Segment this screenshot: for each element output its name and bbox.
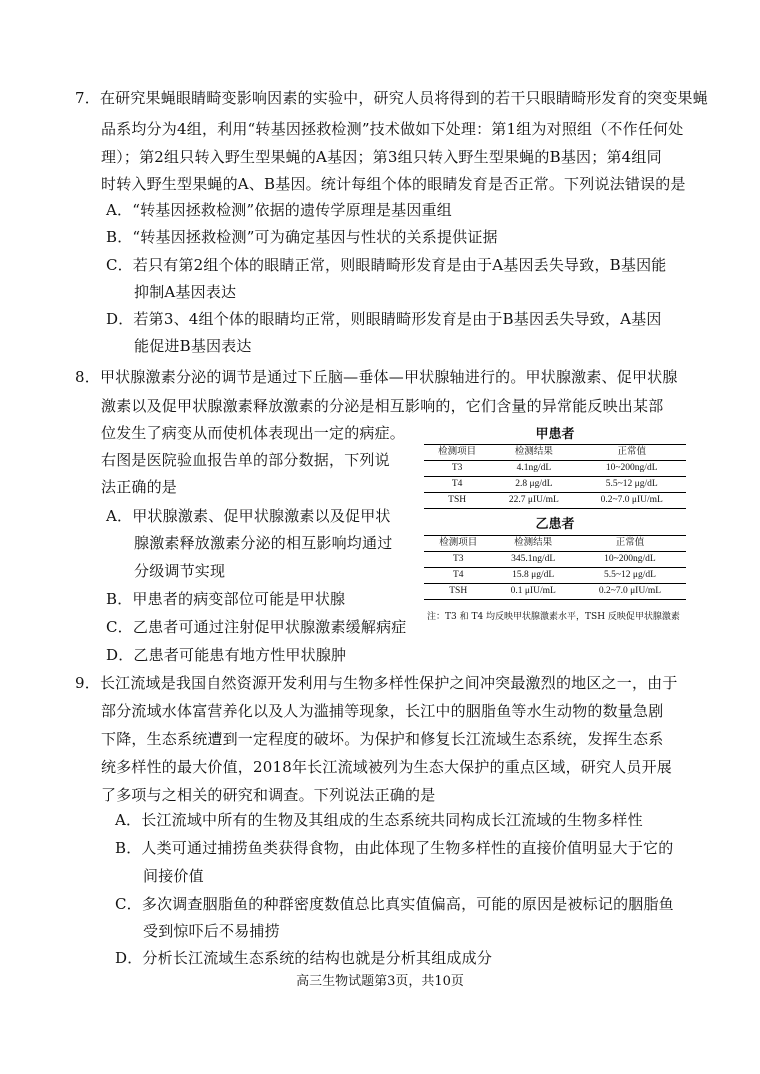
header-normal: 正常值	[574, 536, 686, 552]
cell-result: 2.8 μg/dL	[490, 477, 577, 493]
q8-stem-line4: 右图是医院验血报告单的部分数据，下列说	[101, 451, 390, 469]
patient-b-table-title: 乙患者	[535, 517, 575, 532]
table-row	[424, 584, 686, 600]
q7-option-c-line1: C．若只有第2组个体的眼睛正常，则眼睛畸形发育是由于A基因丢失导致，B基因能	[106, 256, 667, 274]
cell-item: TSH	[424, 493, 490, 509]
q7-stem-line2: 品系均分为4组，利用“转基因拯救检测”技术做如下处理：第1组为对照组（不作任何处	[101, 120, 684, 138]
cell-normal: 5.5~12 μg/dL	[574, 568, 686, 584]
cell-normal: 10~200ng/dL	[574, 552, 686, 568]
q8-stem-line1: 8．甲状腺激素分泌的调节是通过下丘脑—垂体—甲状腺轴进行的。甲状腺激素、促甲状腺	[75, 368, 678, 386]
q7-option-d-line2: 能促进B基因表达	[134, 337, 252, 355]
header-result: 检测结果	[492, 536, 573, 552]
q8-stem-line3: 位发生了病变从而使机体表现出一定的病症。	[101, 424, 406, 442]
cell-item: T4	[424, 568, 492, 584]
q9-stem-line5: 了多项与之相关的研究和调查。下列说法正确的是	[101, 786, 436, 804]
q7-option-d-line1: D．若第3、4组个体的眼睛均正常，则眼睛畸形发育是由于B基因丢失导致，A基因	[106, 310, 662, 328]
header-normal: 正常值	[577, 445, 686, 461]
cell-result: 4.1ng/dL	[490, 461, 577, 477]
table-row	[424, 461, 686, 477]
table-row	[424, 477, 686, 493]
cell-result: 22.7 μIU/mL	[490, 493, 577, 509]
header-item: 检测项目	[424, 536, 492, 552]
patient-a-table	[424, 444, 686, 509]
q7-option-a: A．“转基因拯救检测”依据的遗传学原理是基因重组	[106, 201, 452, 219]
q8-option-a-line3: 分级调节实现	[134, 562, 226, 580]
patient-b-table	[424, 535, 686, 600]
cell-normal: 5.5~12 μg/dL	[577, 477, 686, 493]
cell-result: 15.8 μg/dL	[492, 568, 573, 584]
q7-option-c-line2: 抑制A基因表达	[134, 283, 237, 301]
q9-option-d: D．分析长江流域生态系统的结构也就是分析其组成成分	[115, 949, 493, 967]
q9-stem-line2: 部分流域水体富营养化以及人为滥捕等现象，长江中的胭脂鱼等水生动物的数量急剧	[101, 702, 664, 720]
page-footer: 高三生物试题第3页，共10页	[296, 974, 464, 989]
table-header-row	[424, 536, 686, 552]
header-result: 检测结果	[490, 445, 577, 461]
table-row	[424, 552, 686, 568]
q7-option-b: B．“转基因拯救检测”可为确定基因与性状的关系提供证据	[106, 228, 498, 246]
header-item: 检测项目	[424, 445, 490, 461]
q8-option-d: D．乙患者可能患有地方性甲状腺肿	[106, 646, 347, 664]
cell-normal: 0.2~7.0 μIU/mL	[577, 493, 686, 509]
q9-option-c-line1: C．多次调查胭脂鱼的种群密度数值总比真实值偏高，可能的原因是被标记的胭脂鱼	[115, 895, 674, 913]
cell-item: T3	[424, 552, 492, 568]
q9-option-b-line1: B．人类可通过捕捞鱼类获得食物，由此体现了生物多样性的直接价值明显大于它的	[115, 839, 674, 857]
q8-stem-line5: 法正确的是	[101, 478, 178, 496]
table-row	[424, 493, 686, 509]
q8-option-a-line1: A．甲状腺激素、促甲状腺激素以及促甲状	[106, 507, 391, 525]
q9-stem-line1: 9．长江流域是我国自然资源开发利用与生物多样性保护之间冲突最激烈的地区之一，由于	[75, 674, 678, 692]
q8-option-c: C．乙患者可通过注射促甲状腺激素缓解病症	[106, 618, 407, 636]
q8-stem-line2: 激素以及促甲状腺激素释放激素的分泌是相互影响的，它们含量的异常能反映出某部	[101, 397, 664, 415]
q9-stem-line3: 下降，生态系统遭到一定程度的破坏。为保护和修复长江流域生态系统，发挥生态系	[101, 730, 664, 748]
cell-item: TSH	[424, 584, 492, 600]
cell-item: T4	[424, 477, 490, 493]
q7-stem-line4: 时转入野生型果蝇的A、B基因。统计每组个体的眼睛发育是否正常。下列说法错误的是	[101, 175, 686, 193]
q9-option-a: A．长江流域中所有的生物及其组成的生态系统共同构成长江流域的生物多样性	[115, 811, 643, 829]
cell-item: T3	[424, 461, 490, 477]
q8-option-b: B．甲患者的病变部位可能是甲状腺	[106, 590, 346, 608]
patient-a-table-title: 甲患者	[535, 427, 575, 442]
cell-normal: 10~200ng/dL	[577, 461, 686, 477]
q7-stem-line3: 理）；第2组只转入野生型果蝇的A基因；第3组只转入野生型果蝇的B基因；第4组同	[101, 148, 662, 166]
q9-option-c-line2: 受到惊吓后不易捕捞	[143, 922, 280, 940]
cell-normal: 0.2~7.0 μIU/mL	[574, 584, 686, 600]
table-header-row	[424, 445, 686, 461]
q9-option-b-line2: 间接价值	[143, 867, 204, 885]
q8-option-a-line2: 腺激素释放激素分泌的相互影响均通过	[134, 534, 393, 552]
cell-result: 0.1 μIU/mL	[492, 584, 573, 600]
cell-result: 345.1ng/dL	[492, 552, 573, 568]
table-row	[424, 568, 686, 584]
q9-stem-line4: 统多样性的最大价值，2018年长江流域被列为生态大保护的重点区域，研究人员开展	[101, 758, 672, 776]
table-footnote: 注：T3 和 T4 均反映甲状腺激素水平，TSH 反映促甲状腺激素	[427, 612, 680, 622]
q7-stem-line1: 7．在研究果蝇眼睛畸变影响因素的实验中，研究人员将得到的若干只眼睛畸形发育的突变果蝇	[75, 89, 708, 107]
